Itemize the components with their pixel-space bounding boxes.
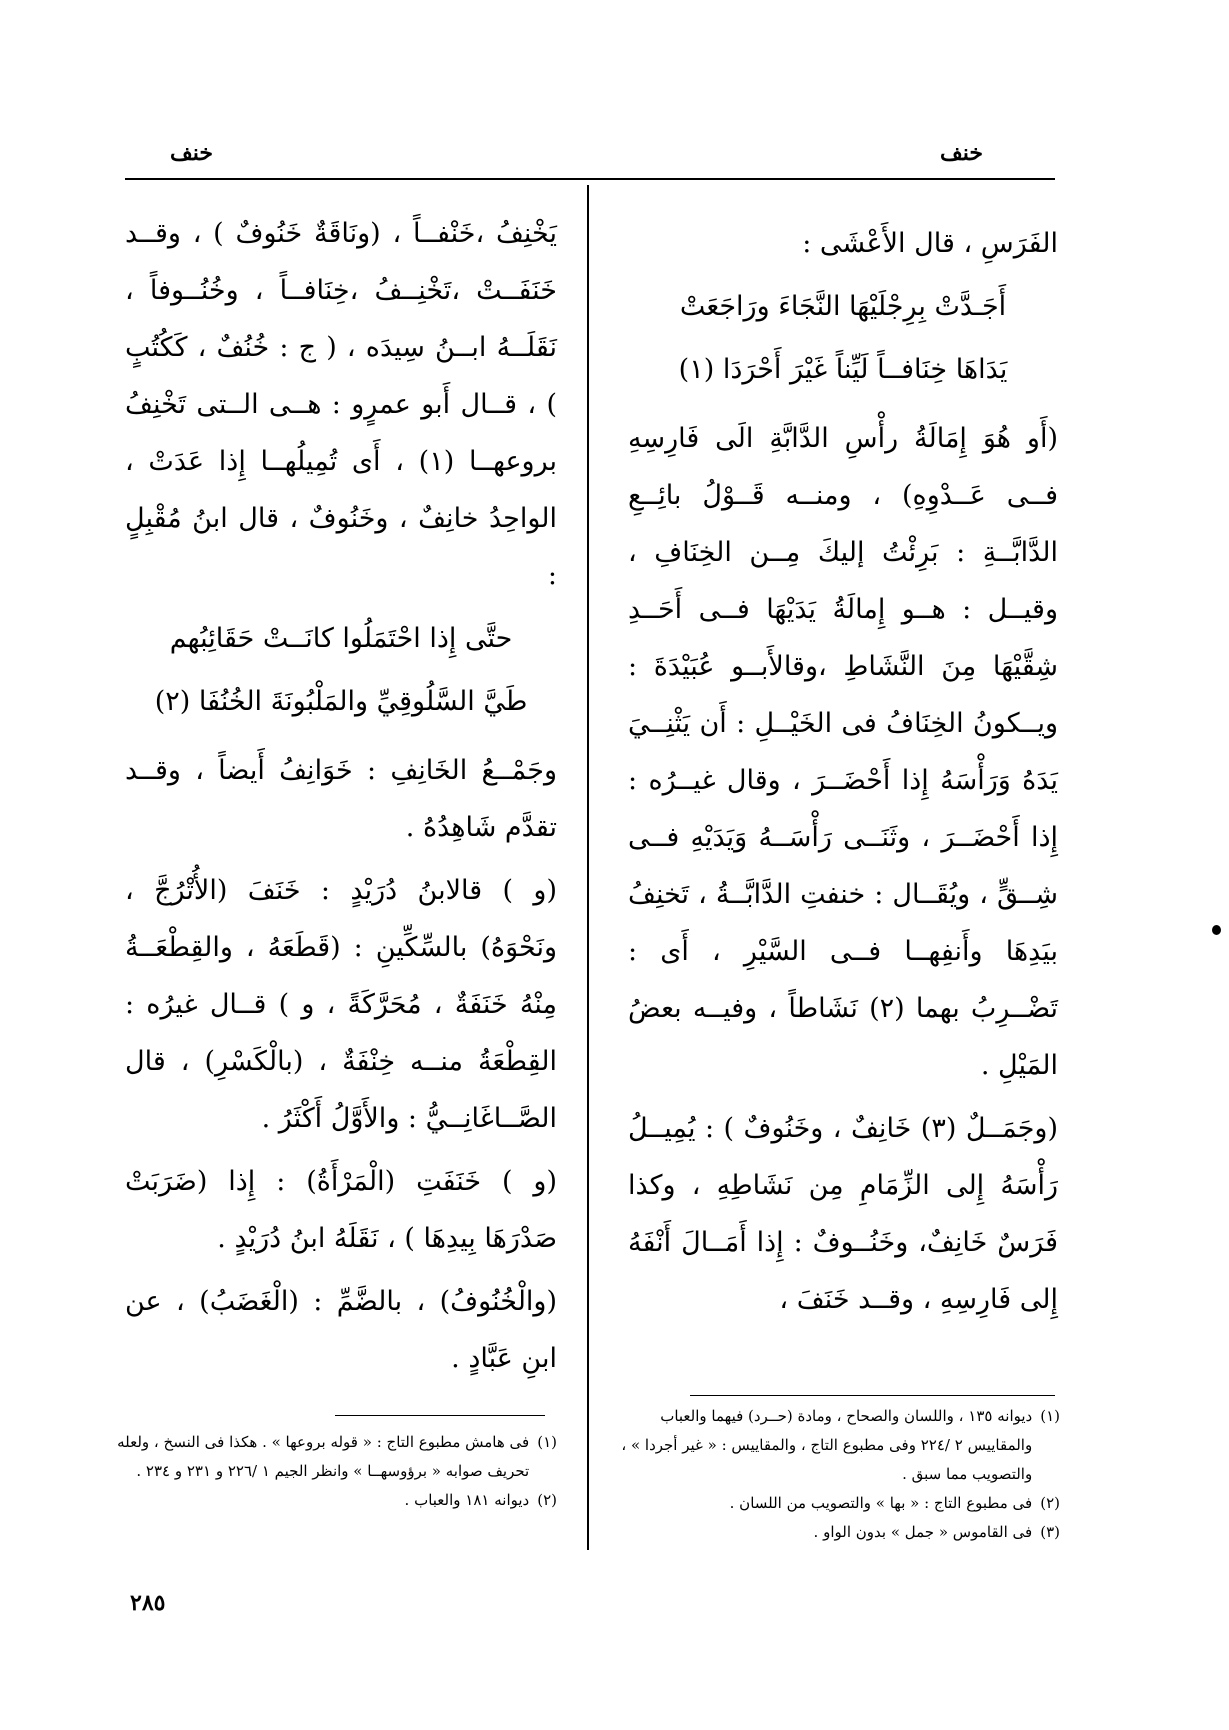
right-verse-line-1: أَجَـدَّتْ بِرِجْلَيْهَا النَّجَاءَ ورَاجَعَتْ [679,291,1007,322]
column-divider [587,185,589,1550]
footnote-text: فى هامش مطبوع التاج : « قوله بروعها » . هكذا فى النسخ ، ولعله تحريف صوابه « برؤوسهــا » وانظر الجيم ١ /٢٢٦ و ٢٣١ و ٢٣٤ . [117,1433,530,1480]
left-column [125,205,557,1393]
left-paragraph-1: يَخْنِفُ ،خَنْفــاً ، (ونَاقَةٌ خَنُوفٌ ) ، وقــد خَنَفَــتْ ،تَخْنِــفُ ،خِنَافــاً ، وخُنُــوفاً ، نَقَلَــهُ ابــنُ سِيدَه ، ( ج : خُنُفٌ ، كَكُتُبٍ ) ، قــال أَبو عمرٍو : هــى الــتى تَخْنِفُ بروعهــا (١) ، أَى تُمِيلُهــا إِذا عَدَتْ ، الواحِدُ خانِفٌ ، وخَنُوفٌ ، قال ابنُ مُقْبِلٍ : [125,218,557,591]
header-rule [125,178,1055,180]
left-verse [125,610,557,730]
margin-mark [1212,925,1221,935]
right-verse-line-2: يَدَاهَا خِنَافــاً لَيِّناً غَيْرَ أَحْرَدَا (١) [678,354,1008,385]
footnote-mark: (٢) [537,1491,557,1509]
left-verse-line-1: حتَّى إِذا احْتَمَلُوا كانَــتْ حَقَائِبُهم [169,623,513,654]
footnote [112,1428,557,1486]
footnotes-right [610,1402,1060,1547]
right-column [628,215,1058,1334]
footnote-text: ديوانه ١٨١ والعباب . [404,1491,530,1509]
right-paragraph-1: (أَو هُوَ إِمَالَةُ رأْسِ الدَّابَّةِ الَى فَارِسِهِ فــى عَــدْوِهِ) ، ومنــه قَــوْلُ بائِــعِ الدَّابَّــةِ : بَرِئْتُ إليكَ مِــن الخِنَافِ ، وقيــل : هــو إِمالَةُ يَدَيْهَا فــى أَحَــدِ شِقَّيْهَا مِنَ النَّشَاطِ ،وقالأَبــو عُبَيْدَةَ : ويــكونُ الخِنَافُ فى الخَيْــلِ : أَن يَثْنِــيَ يَدَهُ وَرَأْسَهُ إِذا أَحْضَــرَ ، وقال غيــرُه : إِذا أَحْضَــرَ ، وثَنَــى رَأْسَــهُ وَيَدَيْهِ فــى شِــقٍّ ، ويُقَــال : خنفتِ الدَّابَّــةُ ، تَخنِفُ بيَدِهَا وأَنفِهــا فــى السَّيْرِ ، أَى : تَضْــرِبُ بهما (٢) نَشَاطاً ، وفيــه بعضُ المَيْلِ . [628,423,1058,1081]
footnote [610,1402,1060,1489]
footnote-text: فى القاموس « جمل » بدون الواو . [813,1523,1033,1541]
left-paragraph-4: (و ) خَنَفَتِ (الْمَرْأَةُ) : إِذا (ضَرَبَتْ صَدْرَهَا بِيدِهَا ) ، نَقَلَهُ ابنُ دُرَيْدٍ . [125,1166,557,1254]
page-number: ٢٨٥ [130,1590,166,1616]
footnote-mark: (١) [537,1433,557,1451]
right-intro: الفَرَسِ ، قال الأَعْشَى : [802,228,1058,259]
footnote-mark: (١) [1040,1407,1060,1425]
running-header-right: خنف [940,140,984,166]
left-paragraph-5: (والْخُنُوفُ) ، بالضَّمِّ : (الْغَضَبُ) ، عن ابنِ عَبَّادٍ . [125,1286,557,1374]
footnote-rule-left [335,1415,545,1416]
right-paragraph-2: (وجَمَــلٌ (٣) خَانِفٌ ، وخَنُوفٌ ) : يُمِيــلُ رَأْسَهُ إِلى الزِّمَامِ مِن نَشَاطِهِ ، وكذا فَرَسٌ خَانِفٌ، وخَنُــوفٌ : إِذا أَمَــالَ أَنْفَهُ إِلى فَارِسِهِ ، وقــد خَنَفَ ، [628,1113,1059,1315]
footnotes-left [112,1428,557,1515]
footnote [610,1518,1060,1547]
running-header-left: خنف [170,140,214,166]
right-verse [628,278,1058,398]
footnote [112,1486,557,1515]
left-paragraph-2: وجَمْــعُ الخَانِفِ : خَوَانِفُ أَيضاً ، وقــد تقدَّم شَاهِدُهُ . [125,755,557,843]
left-verse-line-2: طَيَّ السَّلُوقِيِّ والمَلْبُونَةَ الخُنُفَا (٢) [154,686,528,717]
left-paragraph-3: (و ) قالابنُ دُرَيْدٍ : خَنَفَ (الأُتْرُجَّ ، ونَحْوَهُ) بالسِّكِّينِ : (قَطَعَهُ ، والقِطْعَــةُ مِنْهُ خَنَفَةٌ ، مُحَرَّكَةً ، و ) قــال غيرُه : القِطْعَةُ منــه خِنْفَةٌ ، (بالْكَسْرِ) ، قال الصَّــاغَانِــيُّ : والأَوَّلُ أَكْثَرُ . [125,875,557,1134]
footnote-rule-right [690,1395,1055,1396]
footnote-mark: (٢) [1040,1494,1060,1512]
footnote [610,1489,1060,1518]
footnote-mark: (٣) [1040,1523,1060,1541]
footnote-text: فى مطبوع التاج : « بها » والتصويب من اللسان . [729,1494,1033,1512]
footnote-text: ديوانه ١٣٥ ، واللسان والصحاح ، ومادة (حــرد) فيهما والعباب والمقاييس ٢ /٢٢٤ وفى مطبوع التاج ، والمقاييس : « غير أجردا » ، والتصويب مما سبق . [621,1407,1033,1483]
